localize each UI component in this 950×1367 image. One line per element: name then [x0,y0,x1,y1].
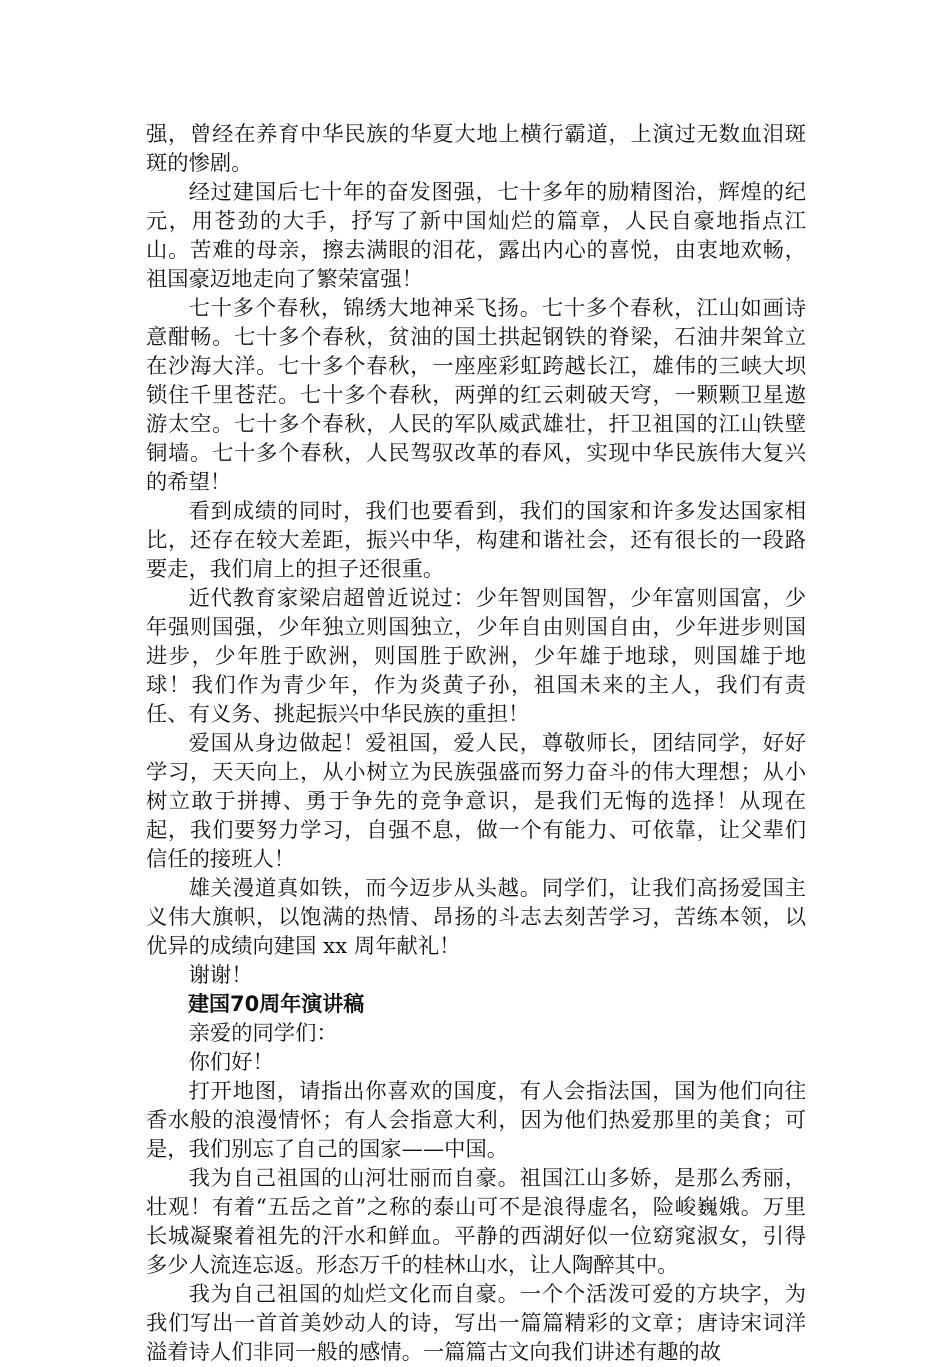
paragraph-continued: 强，曾经在养育中华民族的华夏大地上横行霸道，上演过无数血泪斑斑的惨剧。 [146,122,806,176]
paragraph: 近代教育家梁启超曾近说过：少年智则国智，少年富则国富，少年强则国强，少年独立则国独立，少年自由则国自由，少年进步则国进步，少年胜于欧洲，则国胜于欧洲，少年雄于地球，则国雄于地球！我们作为青少年，作为炎黄子孙，祖国未来的主人，我们有责任、有义务、挑起振兴中华民族的重担！ [146,586,806,727]
document-page [146,120,806,1367]
paragraph: 七十多个春秋，锦绣大地神采飞扬。七十多个春秋，江山如画诗意酣畅。七十多个春秋，贫油的国土拱起钢铁的脊梁，石油井架耸立在沙海大洋。七十多个春秋，一座座彩虹跨越长江，雄伟的三峡大坝锁住千里苍茫。七十多个春秋，两弹的红云刺破天穹，一颗颗卫星遨游太空。七十多个春秋，人民的军队威武雄壮，扞卫祖国的江山铁壁铜墙。七十多个春秋，人民驾驭改革的春风，实现中华民族伟大复兴的希望！ [146,296,806,495]
paragraph: 我为自己祖国的山河壮丽而自豪。祖国江山多娇，是那么秀丽，壮观！有着“五岳之首”之称的泰山可不是浪得虚名，险峻巍娥。万里长城凝聚着祖先的汗水和鲜血。平静的西湖好似一位窈窕淑女，引得多少人流连忘返。形态万千的桂林山水，让人陶醉其中。 [146,1166,806,1278]
paragraph: 雄关漫道真如铁，而今迈步从头越。同学们，让我们高扬爱国主义伟大旗帜，以饱满的热情、昂扬的斗志去刻苦学习，苦练本领，以优异的成绩向建国 xx 周年献礼！ [146,876,806,959]
paragraph: 打开地图，请指出你喜欢的国度，有人会指法国，国为他们向往香水般的浪漫情怀；有人会指意大利，因为他们热爱那里的美食；可是，我们别忘了自己的国家——中国。 [146,1079,806,1162]
closing-thanks: 谢谢！ [188,963,253,988]
paragraph: 看到成绩的同时，我们也要看到，我们的国家和许多发达国家相比，还存在较大差距，振兴中华，构建和谐社会，还有很长的一段路要走，我们肩上的担子还很重。 [146,499,806,582]
greeting: 你们好！ [188,1050,274,1075]
paragraph: 爱国从身边做起！爱祖国，爱人民，尊敬师长，团结同学，好好学习，天天向上，从小树立为民族强盛而努力奋斗的伟大理想；从小树立敢于拼搏、勇于争先的竞争意识，是我们无悔的选择！从现在起，我们要努力学习，自强不息，做一个有能力、可依靠，让父辈们信任的接班人！ [146,731,806,872]
section-heading: 建国70周年演讲稿 [188,992,365,1016]
paragraph: 我为自己祖国的灿烂文化而自豪。一个个活泼可爱的方块字，为我们写出一首首美妙动人的诗，写出一篇篇精彩的文章；唐诗宋词洋溢着诗人们非同一般的感情。一篇篇古文向我们讲述有趣的故 [146,1282,806,1365]
salutation: 亲爱的同学们： [188,1021,338,1046]
paragraph: 经过建国后七十年的奋发图强，七十多年的励精图治，辉煌的纪元，用苍劲的大手，抒写了新中国灿烂的篇章，人民自豪地指点江山。苦难的母亲，擦去满眼的泪花，露出内心的喜悦，由衷地欢畅，祖国豪迈地走向了繁荣富强！ [146,180,806,292]
